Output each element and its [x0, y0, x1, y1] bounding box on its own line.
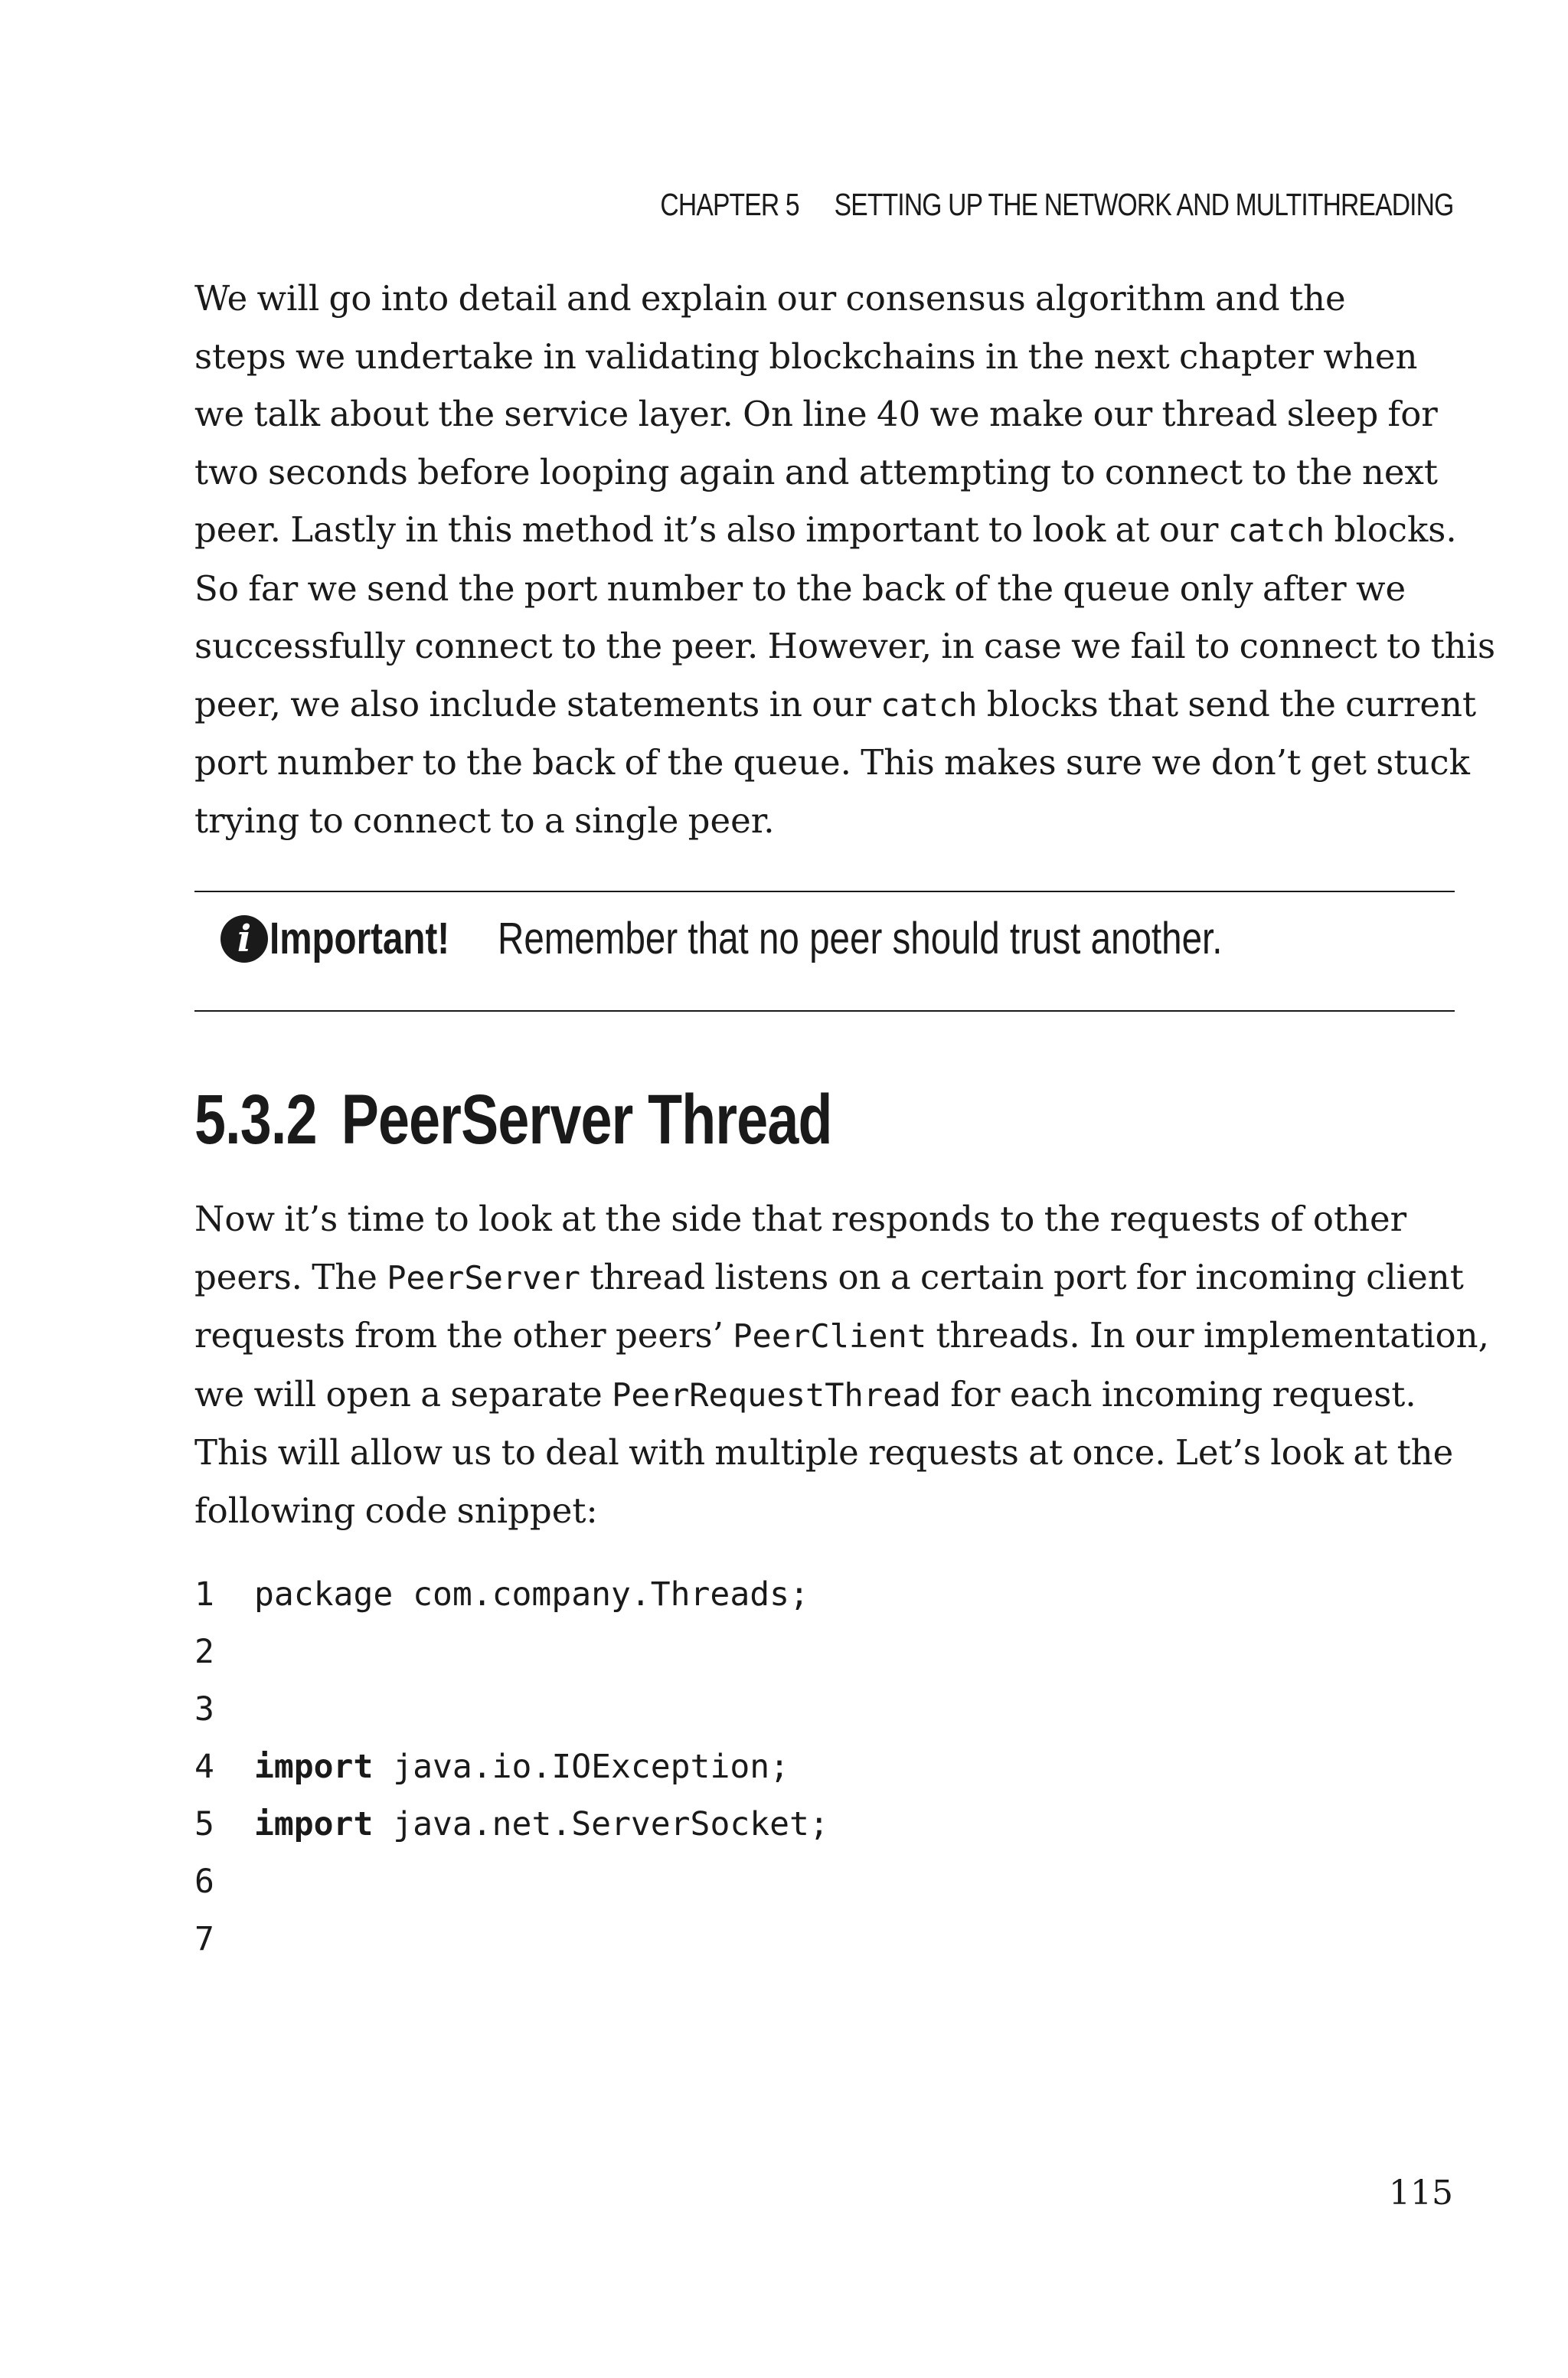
- note-text: Remember that no peer should trust another.: [498, 914, 1223, 963]
- text-run: steps we undertake in validating blockchains in the next chapter when: [194, 335, 1418, 377]
- code-line: [194, 1566, 829, 1624]
- text-run: peer, we also include statements in our: [194, 683, 881, 725]
- running-header: [660, 187, 1453, 223]
- text-run: blocks that send the current: [977, 683, 1477, 725]
- text-run: two seconds before looping again and attempting to connect to the next: [194, 451, 1438, 492]
- section-number: 5.3.2: [194, 1081, 317, 1159]
- text-line: [194, 270, 1458, 328]
- text-run: we will open a separate: [194, 1373, 612, 1415]
- line-number: 2: [194, 1633, 214, 1671]
- text-run: thread listens on a certain port for incoming client: [580, 1256, 1464, 1297]
- important-note: [220, 913, 1381, 964]
- text-line: [194, 1248, 1464, 1307]
- code-line: [194, 1681, 829, 1739]
- inline-code: PeerClient: [733, 1317, 927, 1355]
- text-run: blocks.: [1325, 509, 1457, 550]
- text-run: We will go into detail and explain our consensus algorithm and the: [194, 278, 1346, 319]
- text-line: [194, 1482, 1458, 1540]
- text-run: threads. In our implementation,: [926, 1315, 1489, 1356]
- code-line: [194, 1624, 829, 1681]
- line-number: 5: [194, 1805, 214, 1843]
- text-run: peer. Lastly in this method it’s also important to look at our: [194, 509, 1228, 550]
- text-line: [194, 1424, 1458, 1482]
- note-label: Important!: [270, 914, 450, 963]
- code-line: [194, 1796, 829, 1853]
- paragraph-consensus: [194, 270, 1496, 849]
- chapter-label: CHAPTER 5: [659, 187, 799, 222]
- text-run: we talk about the service layer. On line 40 we make our thread sleep for: [194, 394, 1438, 434]
- text-run: So far we send the port number to the back of the queue only after we: [194, 568, 1406, 609]
- code-line: [194, 1911, 829, 1968]
- text-line: [194, 560, 1458, 618]
- line-number: 4: [194, 1748, 214, 1786]
- inline-code: catch: [1227, 512, 1325, 549]
- text-run: following code snippet:: [194, 1490, 598, 1531]
- text-line: [194, 443, 1458, 502]
- text-run: peers. The: [194, 1256, 387, 1297]
- text-run: successfully connect to the peer. However, in case we fail to connect to this: [194, 626, 1496, 666]
- text-run: trying to connect to a single peer.: [194, 800, 775, 841]
- text-line: [194, 617, 1496, 675]
- info-icon: i: [220, 915, 268, 963]
- text-line: [194, 1307, 1489, 1366]
- line-number: 7: [194, 1920, 214, 1958]
- text-line: [194, 1366, 1458, 1425]
- code-keyword: import: [254, 1748, 374, 1786]
- section-title: PeerServer Thread: [341, 1081, 832, 1159]
- code-line: [194, 1739, 829, 1796]
- inline-code: catch: [880, 685, 978, 724]
- code-line: [194, 1853, 829, 1911]
- inline-code: PeerRequestThread: [612, 1375, 941, 1414]
- line-number: 1: [194, 1575, 214, 1614]
- code-text: java.net.ServerSocket;: [373, 1805, 829, 1843]
- text-run: port number to the back of the queue. This makes sure we don’t get stuck: [194, 742, 1470, 783]
- text-line: [194, 1190, 1458, 1248]
- text-line: [194, 792, 1458, 850]
- code-text: package com.company.Threads;: [254, 1575, 809, 1614]
- text-line: [194, 675, 1477, 734]
- note-bottom-rule: [194, 1010, 1455, 1012]
- line-number: 3: [194, 1690, 214, 1729]
- text-run: for each incoming request.: [941, 1373, 1416, 1415]
- text-run: This will allow us to deal with multiple requests at once. Let’s look at the: [194, 1432, 1454, 1473]
- text-run: Now it’s time to look at the side that responds to the requests of other: [194, 1199, 1407, 1239]
- paragraph-peerserver: [194, 1190, 1489, 1539]
- text-line: [194, 734, 1470, 792]
- page-number: 115: [1389, 2174, 1453, 2213]
- line-number: 6: [194, 1863, 214, 1901]
- code-text: java.io.IOException;: [373, 1748, 789, 1786]
- text-line: [194, 328, 1458, 386]
- text-line: [194, 501, 1458, 560]
- code-listing: [194, 1566, 829, 1968]
- text-line: [194, 385, 1458, 443]
- text-run: requests from the other peers’: [194, 1315, 733, 1356]
- section-heading: [194, 1080, 832, 1160]
- chapter-title: SETTING UP THE NETWORK AND MULTITHREADING: [834, 187, 1453, 222]
- code-keyword: import: [254, 1805, 374, 1843]
- inline-code: PeerServer: [387, 1258, 581, 1297]
- note-top-rule: [194, 891, 1455, 892]
